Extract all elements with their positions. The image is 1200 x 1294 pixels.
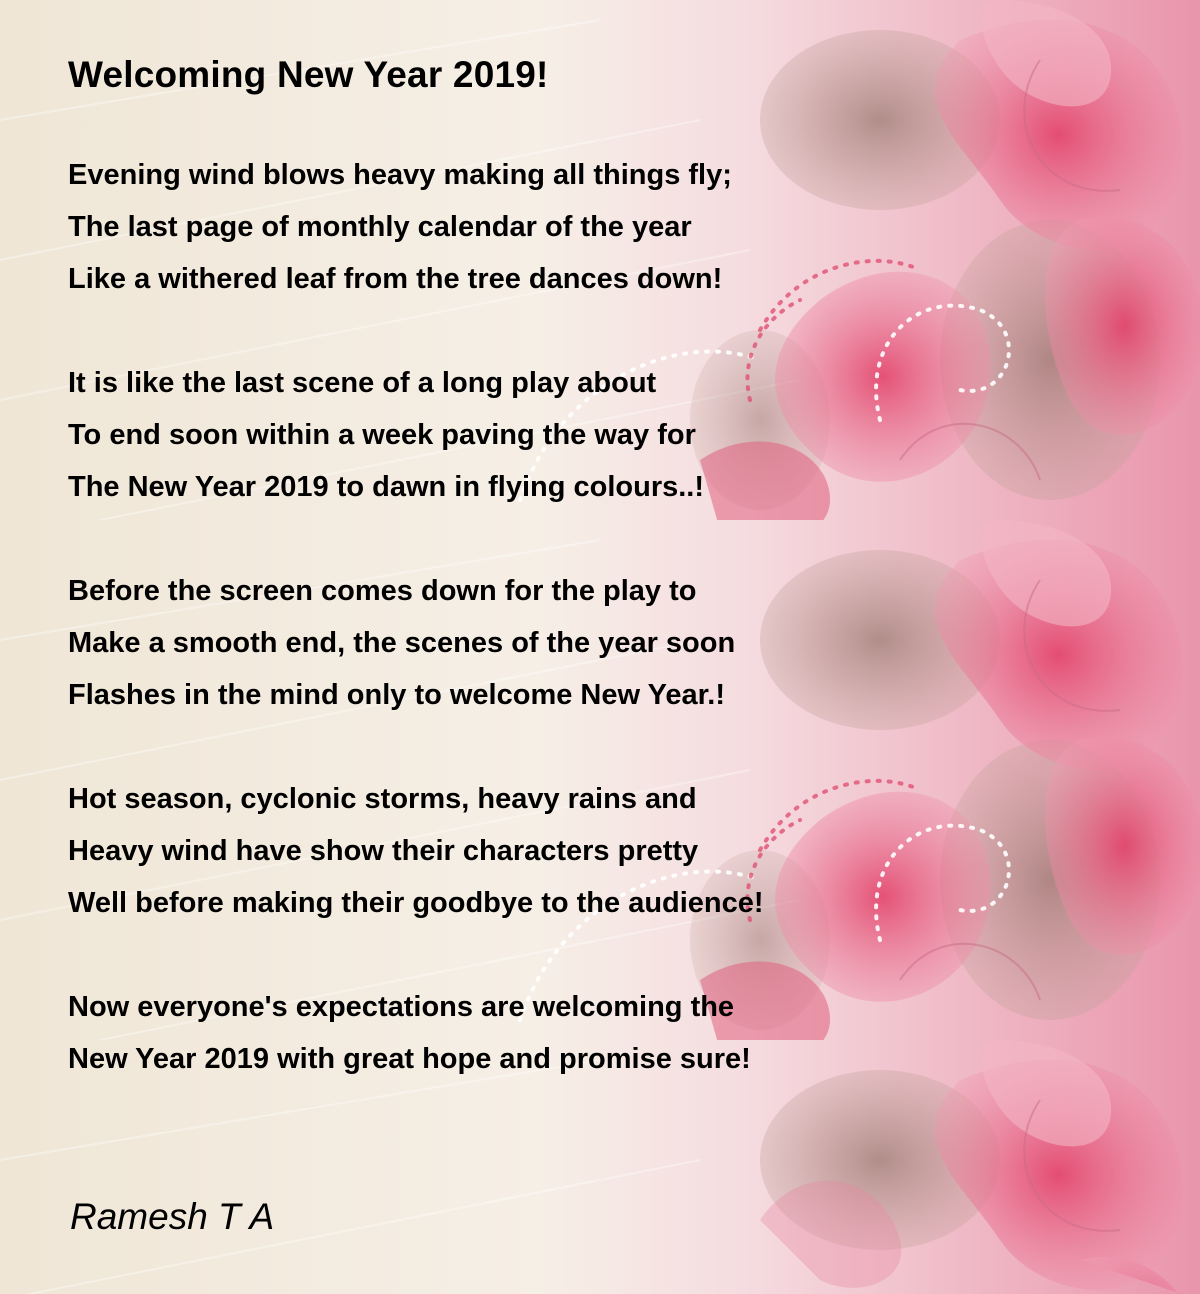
poem-title: Welcoming New Year 2019! [68, 54, 549, 95]
poem-line: To end soon within a week paving the way for [68, 419, 696, 451]
poem-stanza [68, 149, 732, 305]
poem-line: Well before making their goodbye to the audience! [68, 887, 764, 919]
poem-line: The last page of monthly calendar of the year [68, 211, 692, 243]
poem-line: Hot season, cyclonic storms, heavy rains and [68, 783, 697, 815]
poem-line: Evening wind blows heavy making all things fly; [68, 159, 732, 191]
poem-line: Like a withered leaf from the tree dances down! [68, 263, 723, 295]
poem-line: Flashes in the mind only to welcome New Year.! [68, 679, 725, 711]
poem-line: Before the screen comes down for the play to [68, 575, 697, 607]
poem-line: New Year 2019 with great hope and promise sure! [68, 1043, 751, 1075]
poem-stanza [68, 981, 751, 1085]
poem-author: Ramesh T A [70, 1196, 275, 1237]
poem-line: The New Year 2019 to dawn in flying colours..! [68, 471, 705, 503]
poem-line: Heavy wind have show their characters pretty [68, 835, 699, 867]
poem-stanza [68, 357, 704, 513]
poem-stanza [68, 773, 764, 929]
poem-line: Now everyone's expectations are welcoming the [68, 991, 735, 1023]
poem-stanza [68, 565, 735, 721]
poem-line: Make a smooth end, the scenes of the year soon [68, 627, 736, 659]
poem-line: It is like the last scene of a long play about [68, 367, 657, 399]
